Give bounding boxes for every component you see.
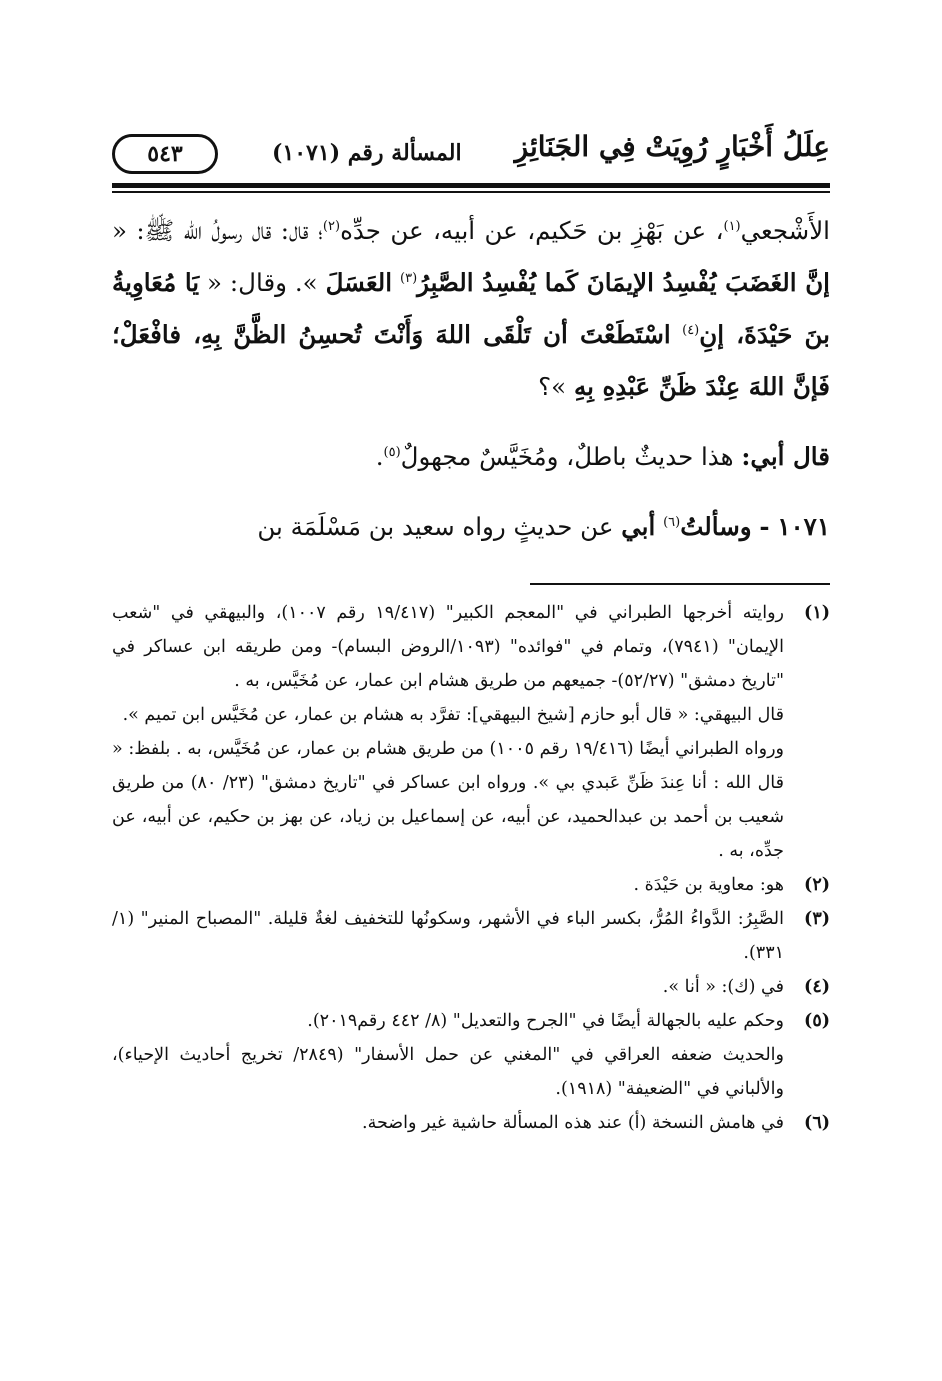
- footnote-paragraph: هو: معاوية بن حَيْدَة .: [633, 875, 784, 895]
- text-run: ، عن بَهْزِ بن حَكيم، عن أبيه، عن جدِّه: [340, 216, 724, 245]
- text-run: »؟: [538, 372, 567, 401]
- footnote-paragraph: ورواه الطبراني أيضًا (١٩/٤١٦ رقم ١٠٠٥) من طريق هشام بن عمار، عن مُخَيَّس، به . بلفظ: « قال الله : أنا عِندَ ظَنِّ عَبدي بي ». ورواه ابن عساكر في "تاريخ دمشق" (٢٣/ ٨٠) من طريق شعيب بن أحمد بن عبدالحميد، عن أبيه، عن إسماعيل بن زياد، عن بهز بن حكيم، عن أبيه، عن جدِّه، به .: [112, 739, 784, 861]
- header-rule-thin: [112, 191, 830, 193]
- footnote-divider: [530, 583, 830, 585]
- main-text: [112, 205, 830, 553]
- footnote-number: (٥): [804, 1011, 830, 1031]
- paragraph-hadith: [112, 205, 830, 413]
- footnote-6: [112, 1106, 830, 1140]
- footnote-ref: (٣): [400, 270, 418, 286]
- footnote-5: [112, 1004, 830, 1106]
- footnote-paragraph: في هامش النسخة (أ) عند هذه المسألة حاشية غير واضحة.: [362, 1113, 784, 1133]
- running-header: [112, 128, 830, 180]
- hadith-text: إنَّ الغَضَبَ يُفْسِدُ الإيمَانَ كَما يُفْسِدُ الصَّبِرُ: [417, 268, 830, 297]
- footnotes: [112, 596, 830, 1140]
- footnote-number: (٦): [804, 1113, 830, 1133]
- footnote-ref: (٢): [322, 218, 341, 234]
- paragraph-issue-start: [112, 501, 830, 553]
- footnote-paragraph: في (ك): « أنا ».: [662, 977, 784, 997]
- page-number: [112, 134, 218, 174]
- footnote-body: [112, 1106, 784, 1140]
- text-run: عن حديثٍ رواه سعيد بن مَسْلَمَة بن: [257, 512, 614, 541]
- footnote-ref: (٤): [682, 322, 700, 338]
- footnote-body: [112, 970, 784, 1004]
- paragraph-verdict: [112, 431, 830, 483]
- text-run: .: [375, 442, 384, 471]
- issue-dash: -: [759, 512, 770, 541]
- footnote-ref: (١): [723, 218, 741, 234]
- text-run: ». وقال: «: [207, 268, 318, 297]
- text-run: هذا حديثٌ باطلٌ، ومُخَيَّسٌ مجهولٌ: [400, 442, 734, 471]
- question-lead: أبي: [621, 512, 656, 541]
- footnote-ref: (٥): [383, 444, 401, 460]
- hadith-text: العَسَلَ: [325, 268, 393, 297]
- footnote-number: (٣): [804, 909, 830, 929]
- footnote-paragraph: وحكم عليه بالجهالة أيضًا في "الجرح والتعديل" (٨/ ٤٤٢ رقم٢٠١٩).: [307, 1011, 784, 1031]
- issue-number: ١٠٧١: [777, 512, 830, 541]
- footnote-4: [112, 970, 830, 1004]
- hadith-text: اسْتَطَعْتَ أن تَلْقَى اللهَ وَأَنْتَ تُحسِنُ الظَّنَّ بِهِ، فافْعَلْ؛ فَإنَّ اللهَ عِنْدَ ظَنِّ عَبْدِهِ بِهِ: [112, 320, 830, 401]
- footnote-2: [112, 868, 830, 902]
- book-title: عِلَلُ أَخْبَارٍ رُوِيَتْ فِي الجَنَائِزِ: [514, 130, 830, 163]
- footnote-number: (٤): [804, 977, 830, 997]
- footnote-paragraph: قال البيهقي: « قال أبو حازم [شيخ البيهقي]: تفرَّد به هشام بن عمار، عن مُخَيَّس ابن تميم ».: [122, 705, 784, 725]
- question-lead: وسألتُ: [680, 512, 752, 541]
- text-run: الأَشْجعي: [740, 216, 830, 245]
- footnote-body: [112, 596, 784, 868]
- footnote-body: [112, 902, 784, 970]
- hadith-text: يَا مُعَاوِيةُ بنَ حَيْدَةَ، إنِ: [112, 268, 830, 349]
- footnote-ref: (٦): [663, 514, 681, 530]
- footnote-number: (٢): [804, 875, 830, 895]
- footnote-paragraph: روايته أخرجها الطبراني في "المعجم الكبير" (١٩/٤١٧ رقم ١٠٠٧)، والبيهقي في "شعب الإيمان" (٧٩٤١)، وتمام في "فوائده" (١٠٩٣/الروض البسام)- ومن طريقه ابن عساكر في "تاريخ دمشق" (٥٢/٢٧)- جميعهم من طريق هشام ابن عمار، عن مُخَيَّس، به .: [112, 603, 785, 691]
- footnote-paragraph: والحديث ضعفه العراقي في "المغني عن حمل الأسفار" (٢٨٤٩/ تخريج أحاديث الإحياء)، والألباني في "الضعيفة" (١٩١٨).: [112, 1045, 784, 1099]
- footnote-body: [112, 1004, 784, 1106]
- footnote-1: [112, 596, 830, 868]
- footnote-body: [112, 868, 784, 902]
- footnote-number: (١): [804, 603, 830, 623]
- footnote-paragraph: الصَّبِرُ: الدَّواءُ المُرُّ، بكسر الباء في الأشهر، وسكونُها للتخفيف لغةٌ قليلة. "المصباح المنير" (١/ ٣٣١).: [112, 909, 784, 963]
- header-rule-thick: [112, 183, 830, 188]
- page-number-text: ٥٤٣: [147, 141, 183, 167]
- footnote-3: [112, 902, 830, 970]
- issue-label: المسألة رقم (١٠٧١): [272, 140, 462, 166]
- speaker-label: قال أبي:: [741, 442, 830, 471]
- text-run: ؛ قال: قال رسولُ الله ﷺ: «: [112, 216, 323, 245]
